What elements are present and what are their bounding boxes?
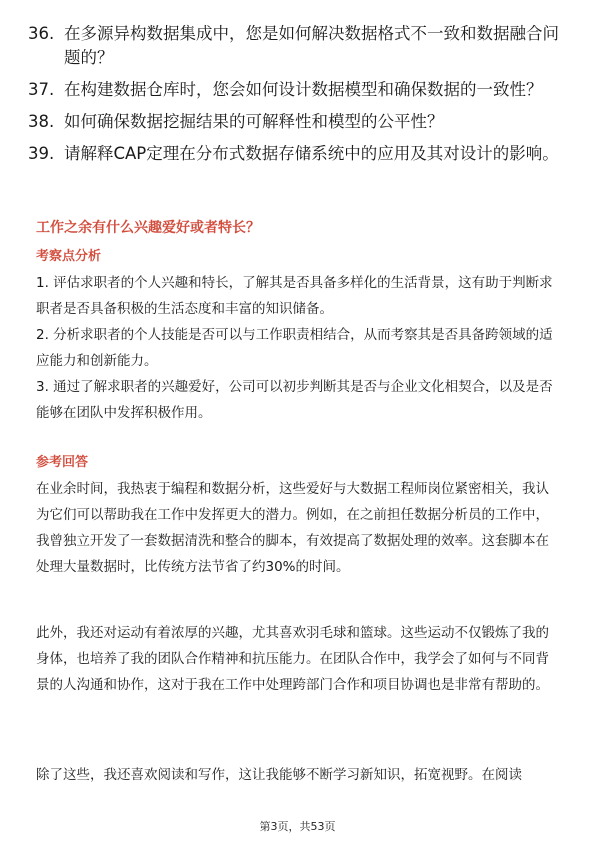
answer-paragraph-text: 在业余时间，我热衷于编程和数据分析，这些爱好与大数据工程师岗位紧密相关，我认为它们可以帮助我在工作中发挥更大的潜力。例如，在之前担任数据分析员的工作中，我曾独立开发了一套数据清洗和整合的脚本，有效提高了数据处理的效率。这套脚本在处理大量数据时，比传统方法节省了约30%的时间。 [36,481,549,575]
answer-paragraph-text: 此外，我还对运动有着浓厚的兴趣，尤其喜欢羽毛球和篮球。这些运动不仅锻炼了我的身体，也培养了我的团队合作精神和抗压能力。在团队合作中，我学会了如何与不同背景的人沟通和协作，这对于我在工作中处理跨部门合作和项目协调也是非常有帮助的。 [36,625,549,693]
question-text: 在多源异构数据集成中，您是如何解决数据格式不一致和数据融合问题的？ [64,24,559,67]
question-number: 36. [28,24,55,43]
question-item [28,78,568,102]
question-item [28,22,568,70]
question-number: 39. [28,144,55,163]
question-number: 37. [28,80,55,99]
question-list [28,22,568,174]
answer-paragraph-text: 除了这些，我还喜欢阅读和写作，这让我能够不断学习新知识，拓宽视野。在阅读 [36,767,522,783]
question-item [28,110,568,134]
question-text: 在构建数据仓库时，您会如何设计数据模型和确保数据的一致性？ [64,80,543,99]
question-number: 38. [28,112,55,131]
answer-heading: 参考回答 [36,455,89,470]
question-text: 如何确保数据挖掘结果的可解释性和模型的公平性？ [64,112,444,131]
answer-paragraph [36,476,558,580]
question-text: 请解释CAP定理在分布式数据存储系统中的应用及其对设计的影响。 [64,144,559,163]
analysis-item: 1. 评估求职者的个人兴趣和特长，了解其是否具备多样化的生活背景，这有助于判断求职者是否具备积极的生活态度和丰富的知识储备。 [36,275,553,317]
answer-paragraph [36,620,558,698]
analysis-heading: 考察点分析 [36,249,102,264]
question-item [28,142,568,166]
answer-paragraph [36,762,558,788]
page-footer: 第3页，共53页 [259,820,336,833]
analysis-item: 2. 分析求职者的个人技能是否可以与工作职责相结合，从而考察其是否具备跨领域的适应能力和创新能力。 [36,327,553,369]
analysis-list [36,270,558,426]
section-title: 工作之余有什么兴趣爱好或者特长？ [36,220,260,236]
analysis-item: 3. 通过了解求职者的兴趣爱好，公司可以初步判断其是否与企业文化相契合，以及是否能够在团队中发挥积极作用。 [36,379,553,421]
